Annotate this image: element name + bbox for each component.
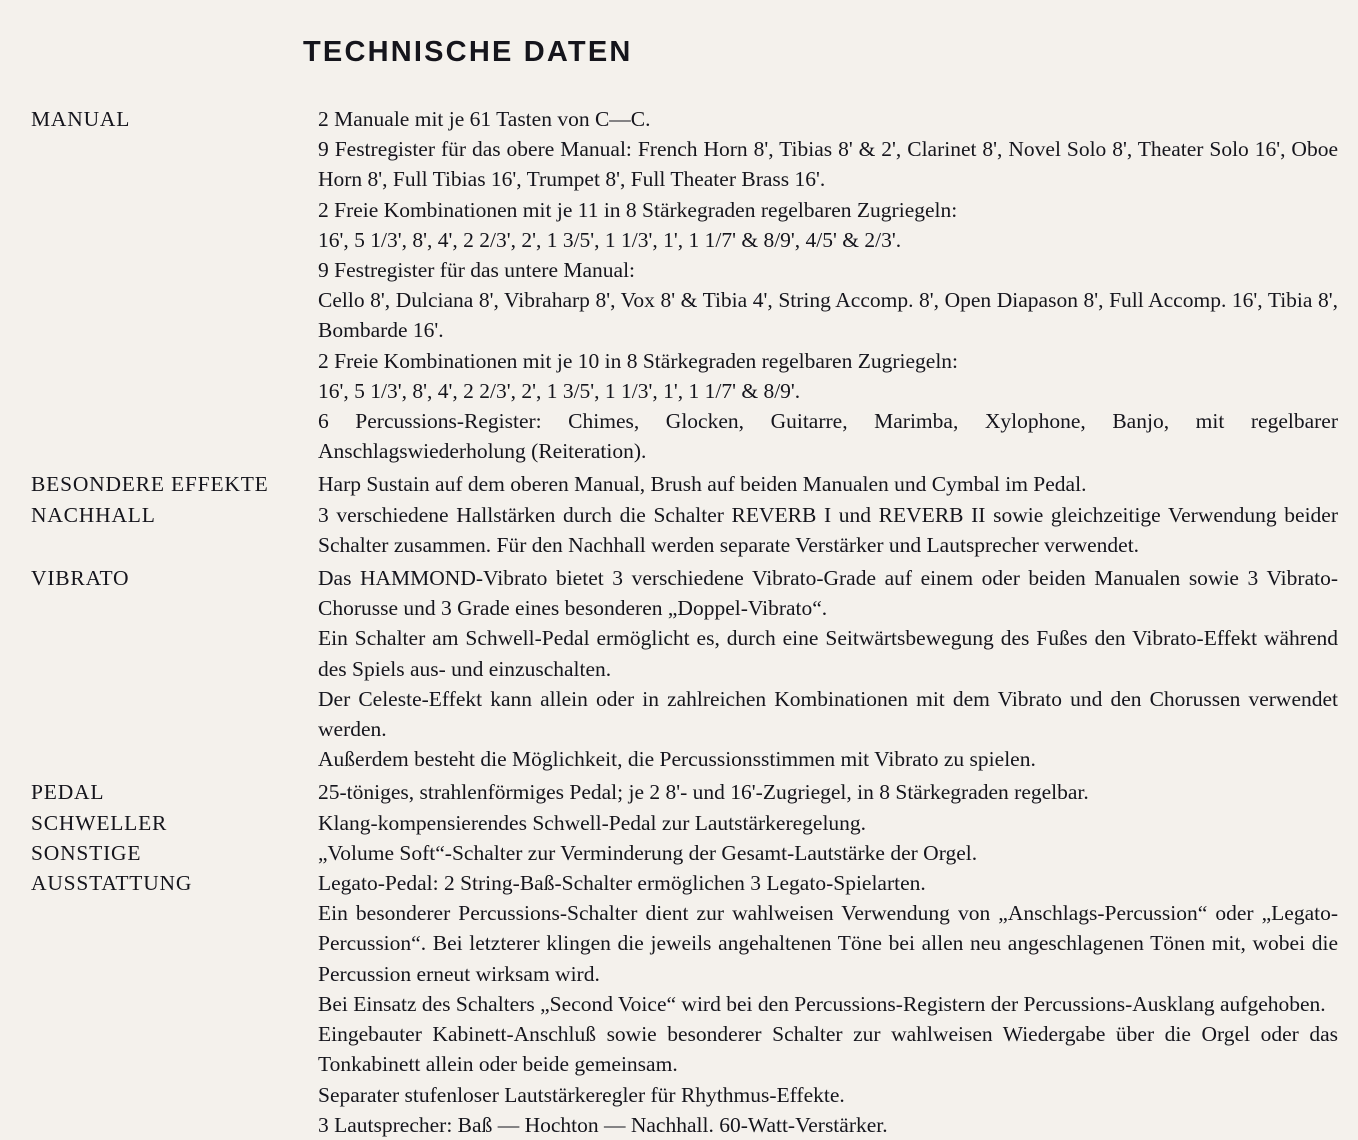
paragraph: 6 Percussions-Register: Chimes, Glocken, Guitarre, Marimba, Xylophone, Banjo, mit regelbarer Anschlagswiederholung (Reiteration).: [318, 409, 1338, 464]
paragraph: Der Celeste-Effekt kann allein oder in zahlreichen Kombinationen mit dem Vibrato und den Chorussen verwendet werden.: [318, 686, 1338, 742]
section-label-schweller: [0, 808, 318, 838]
section-label-vibrato: [0, 563, 318, 593]
paragraph: Legato-Pedal: 2 String-Baß-Schalter ermöglichen 3 Legato-Spielarten.: [318, 871, 926, 896]
label-text: PEDAL: [31, 780, 105, 805]
section-text-pedal: [318, 777, 1358, 807]
paragraph-drawbars-upper: 16', 5 1/3', 8', 4', 2 2/3', 2', 1 3/5', 1 1/3', 1', 1 1/7' & 8/9', 4/5' & 2/3'.: [318, 227, 902, 252]
paragraph: 2 Freie Kombinationen mit je 11 in 8 Stärkegraden regelbaren Zugriegeln:: [318, 197, 958, 222]
section-text-schweller: [318, 808, 1358, 838]
section-label-nachhall: [0, 500, 318, 530]
section-label-sonstige-ausstattung: [0, 838, 318, 898]
label-text: NACHHALL: [31, 502, 156, 527]
paragraph: 3 verschiedene Hallstärken durch die Schalter REVERB I und REVERB II sowie gleichzeitige Verwendung beider Schalter zusammen. Für den Nachhall werden separate Verstärker und Lautsprecher verwendet.: [318, 502, 1338, 557]
label-text: SCHWELLER: [31, 810, 168, 835]
paragraph: Ein Schalter am Schwell-Pedal ermöglicht es, durch eine Seitwärtsbewegung des Fußes den Vibrato-Effekt während des Spiels aus- und einzuschalten.: [318, 626, 1338, 681]
paragraph: 25-töniges, strahlenförmiges Pedal; je 2 8'- und 16'-Zugriegel, in 8 Stärkegraden regelbar.: [318, 780, 1089, 805]
label-text: MANUAL: [31, 107, 131, 131]
label-text: SONSTIGE: [31, 840, 142, 865]
section-label-pedal: [0, 777, 318, 807]
section-sonstige-ausstattung: [0, 838, 1358, 1140]
paragraph: Ein besonderer Percussions-Schalter dient zur wahlweisen Verwendung von „Anschlags-Percussion“ oder „Legato-Percussion“. Bei letzterer klingen die jeweils angehaltenen Töne bei allen neu angeschlagenen Tönen mit, wobei die Percussion erneut wirksam wird.: [318, 901, 1338, 986]
paragraph: 9 Festregister für das obere Manual: French Horn 8', Tibias 8' & 2', Clarinet 8', Novel Solo 8', Theater Solo 16', Oboe Horn 8', Full Tibias 16', Trumpet 8', Full Theater Brass 16'.: [318, 137, 1338, 192]
label-text: AUSSTATTUNG: [31, 870, 193, 895]
section-nachhall: [0, 500, 1358, 560]
section-label-besondere-effekte: [0, 469, 318, 499]
paragraph: Bei Einsatz des Schalters „Second Voice“ wird bei den Percussions-Registern der Percussions-Ausklang aufgehoben.: [318, 991, 1326, 1016]
section-text-vibrato: [318, 563, 1358, 774]
paragraph: „Volume Soft“-Schalter zur Verminderung der Gesamt-Lautstärke der Orgel.: [318, 840, 978, 865]
paragraph: 2 Manuale mit je 61 Tasten von C—C.: [318, 107, 651, 131]
specs-body: [0, 104, 1358, 1140]
paragraph: Das HAMMOND-Vibrato bietet 3 verschiedene Vibrato-Grade auf einem oder beiden Manualen sowie 3 Vibrato-Chorusse und 3 Grade eines besonderen „Doppel-Vibrato“.: [318, 566, 1338, 621]
label-text: BESONDERE EFFEKTE: [31, 472, 269, 497]
paragraph: Klang-kompensierendes Schwell-Pedal zur Lautstärkeregelung.: [318, 810, 867, 835]
section-pedal: [0, 777, 1358, 807]
paragraph-drawbars-lower: 16', 5 1/3', 8', 4', 2 2/3', 2', 1 3/5', 1 1/3', 1', 1 1/7' & 8/9'.: [318, 378, 801, 403]
section-text-sonstige-ausstattung: [318, 838, 1358, 1140]
section-text-nachhall: [318, 500, 1358, 560]
page-title: TECHNISCHE DATEN: [303, 36, 633, 68]
section-manual: [0, 104, 1358, 466]
section-vibrato: [0, 563, 1358, 774]
section-besondere-effekte: [0, 469, 1358, 499]
paragraph: Cello 8', Dulciana 8', Vibraharp 8', Vox 8' & Tibia 4', String Accomp. 8', Open Diapason 8', Full Accomp. 16', Tibia 8', Bombarde 16'.: [318, 288, 1338, 343]
paragraph: 2 Freie Kombinationen mit je 10 in 8 Stärkegraden regelbaren Zugriegeln:: [318, 348, 959, 373]
paragraph: 3 Lautsprecher: Baß — Hochton — Nachhall. 60-Watt-Verstärker.: [318, 1112, 888, 1137]
label-text: VIBRATO: [31, 566, 130, 591]
paragraph: Harp Sustain auf dem oberen Manual, Brush auf beiden Manualen und Cymbal im Pedal.: [318, 472, 1087, 497]
section-text-besondere-effekte: [318, 469, 1358, 499]
paragraph: Separater stufenloser Lautstärkeregler für Rhythmus-Effekte.: [318, 1082, 845, 1107]
section-label-manual: [0, 104, 318, 134]
paragraph: Außerdem besteht die Möglichkeit, die Percussionsstimmen mit Vibrato zu spielen.: [318, 747, 1036, 772]
section-text-manual: [318, 104, 1358, 466]
paragraph: Eingebauter Kabinett-Anschluß sowie besonderer Schalter zur wahlweisen Wiedergabe über die Orgel oder das Tonkabinett allein oder beide gemeinsam.: [318, 1022, 1338, 1077]
section-schweller: [0, 808, 1358, 838]
paragraph: 9 Festregister für das untere Manual:: [318, 258, 636, 283]
